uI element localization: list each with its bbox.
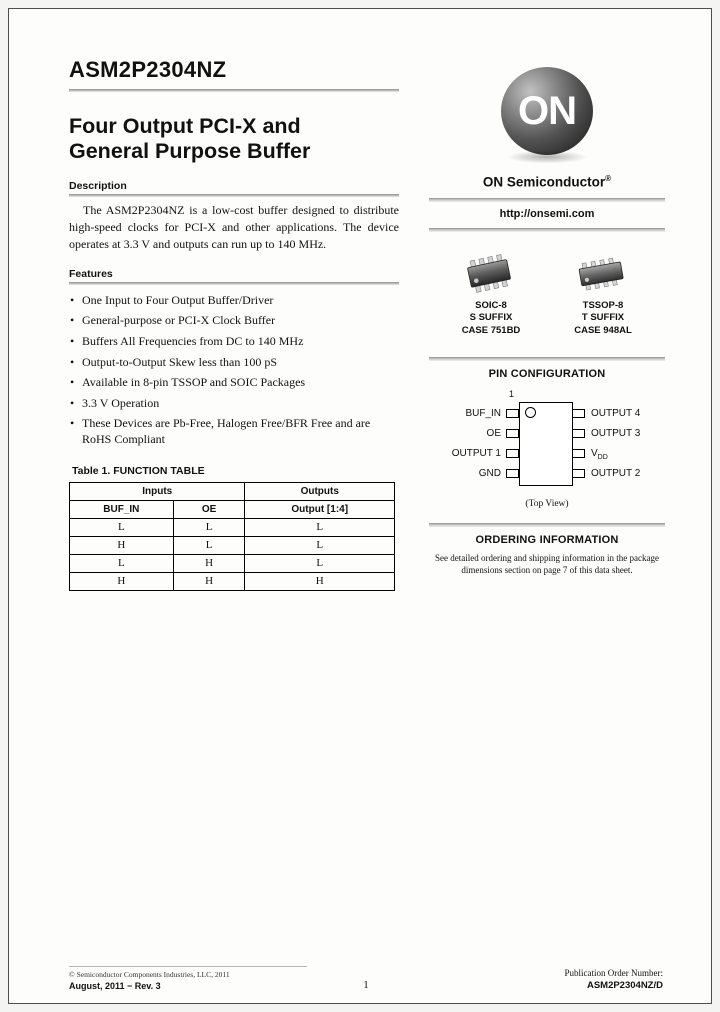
ic-body <box>519 402 573 486</box>
package-images-row <box>429 250 665 338</box>
publication-order-number: ASM2P2304NZ/D <box>586 980 663 991</box>
divider <box>69 282 399 285</box>
table-cell: L <box>245 518 395 536</box>
footer-left <box>69 966 307 991</box>
pin-7-box <box>572 429 585 438</box>
features-heading: Features <box>69 267 113 280</box>
pin-8-box <box>572 409 585 418</box>
tssop8-package-icon <box>570 250 636 296</box>
datasheet-page <box>8 8 712 1004</box>
soic8-package-icon <box>458 250 524 296</box>
top-view-note: (Top View) <box>525 499 569 510</box>
pin-label-output-4: OUTPUT 4 <box>591 408 641 420</box>
description-heading: Description <box>69 179 127 192</box>
feature-item: • 3.3 V Operation <box>69 396 399 412</box>
feature-item: • Output-to-Output Skew less than 100 pS <box>69 355 399 371</box>
feature-item: • One Input to Four Output Buffer/Driver <box>69 293 399 309</box>
pin-diagram <box>431 390 663 496</box>
table-column-header-row <box>70 500 395 518</box>
table-row <box>70 536 395 554</box>
company-name <box>429 174 665 190</box>
package-case: CASE 948AL <box>574 324 632 336</box>
package-name: TSSOP-8 <box>582 299 624 311</box>
ordering-information-heading: ORDERING INFORMATION <box>475 534 619 547</box>
column-oe: OE <box>173 500 245 518</box>
features-list <box>69 293 399 448</box>
divider <box>429 523 665 527</box>
feature-item: • General-purpose or PCI-X Clock Buffer <box>69 313 399 329</box>
pin-label-oe: OE <box>486 428 501 440</box>
divider <box>69 194 399 197</box>
function-table <box>69 482 395 591</box>
package-suffix: S SUFFIX <box>469 312 513 324</box>
title-line-2: General Purpose Buffer <box>69 139 311 164</box>
table-cell: L <box>245 536 395 554</box>
vdd-subscript: DD <box>597 454 608 462</box>
company-name-text: ON Semiconductor <box>482 174 606 190</box>
table-cell: L <box>173 518 245 536</box>
footer-right <box>425 968 663 991</box>
table-cell: L <box>70 518 174 536</box>
pin-label-vdd <box>591 448 663 464</box>
table-cell: H <box>173 554 245 572</box>
pin-label-gnd: GND <box>478 468 501 480</box>
pin-label-output-1: OUTPUT 1 <box>451 448 501 460</box>
logo-text: ON <box>518 88 576 133</box>
pin-3-box <box>506 449 519 458</box>
feature-item: • Buffers All Frequencies from DC to 140 MHz <box>69 334 399 350</box>
divider <box>429 357 665 361</box>
pin-1-box <box>506 409 519 418</box>
table-row <box>70 554 395 572</box>
table-row <box>70 518 395 536</box>
table-cell: L <box>173 536 245 554</box>
right-column <box>429 61 665 576</box>
description-text: The ASM2P2304NZ is a low-cost buffer designed to distribute high-speed clocks for PCI-X and other applications. The device operates at 3.3 V and outputs can run up to 140 MHz. <box>69 202 399 251</box>
page-title <box>69 114 399 165</box>
on-semiconductor-logo-icon <box>501 67 593 155</box>
pin-label-output-2: OUTPUT 2 <box>591 468 641 480</box>
logo-shadow <box>503 150 591 164</box>
divider <box>429 228 665 232</box>
page-number: 1 <box>363 979 369 991</box>
table-group-header-row <box>70 482 395 500</box>
registered-mark: ® <box>605 174 612 183</box>
table-cell: L <box>70 554 174 572</box>
table-cell: H <box>70 572 174 590</box>
revision-text: August, 2011 − Rev. 3 <box>69 981 161 991</box>
pin-4-box <box>506 469 519 478</box>
column-buf-in: BUF_IN <box>70 500 174 518</box>
website-link[interactable]: http://onsemi.com <box>499 207 595 220</box>
divider <box>69 89 399 92</box>
column-output: Output [1:4] <box>245 500 395 518</box>
pin-6-box <box>572 449 585 458</box>
pin-configuration-heading: PIN CONFIGURATION <box>488 368 606 381</box>
table-cell: H <box>245 572 395 590</box>
title-line-1: Four Output PCI-X and <box>69 114 301 138</box>
table-row <box>70 572 395 590</box>
vdd-main: V <box>591 448 598 460</box>
publication-order-label: Publication Order Number: <box>564 968 663 978</box>
pin-label-buf-in: BUF_IN <box>465 408 501 420</box>
header-inputs: Inputs <box>70 482 245 500</box>
pin-1-marker: 1 <box>509 389 515 400</box>
function-table-caption: Table 1. FUNCTION TABLE <box>72 464 205 477</box>
pin1-notch-icon <box>525 407 536 418</box>
header-outputs: Outputs <box>245 482 395 500</box>
package-tssop8 <box>553 250 653 338</box>
part-number: ASM2P2304NZ <box>69 57 227 82</box>
package-soic8 <box>441 250 541 338</box>
table-cell: H <box>173 572 245 590</box>
pin-2-box <box>506 429 519 438</box>
left-column <box>69 57 399 591</box>
package-case: CASE 751BD <box>461 324 521 336</box>
table-cell: H <box>70 536 174 554</box>
ordering-note: See detailed ordering and shipping information in the package dimensions section on page 7 of this data sheet. <box>435 553 659 576</box>
divider <box>429 198 665 202</box>
table-cell: L <box>245 554 395 572</box>
feature-item: • These Devices are Pb-Free, Halogen Free/BFR Free and are RoHS Compliant <box>69 416 399 447</box>
pin-label-output-3: OUTPUT 3 <box>591 428 641 440</box>
copyright-text: © Semiconductor Components Industries, LLC, 2011 <box>69 970 230 979</box>
feature-item: • Available in 8-pin TSSOP and SOIC Packages <box>69 375 399 391</box>
package-name: SOIC-8 <box>475 299 507 311</box>
pin-5-box <box>572 469 585 478</box>
package-suffix: T SUFFIX <box>581 312 625 324</box>
page-footer <box>69 966 663 991</box>
